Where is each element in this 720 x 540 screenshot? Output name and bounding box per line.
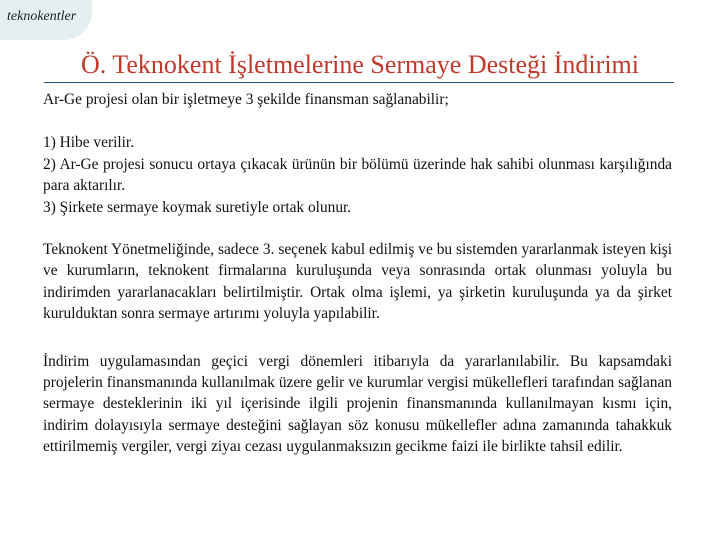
page-title: Ö. Teknokent İşletmelerine Sermaye Desteği İndirimi — [81, 50, 639, 79]
option-2: 2) Ar-Ge projesi sonucu ortaya çıkacak ürünün bir bölümü üzerinde hak sahibi olunması karşılığında para aktarılır. — [43, 155, 672, 195]
option-1: 1) Hibe verilir. — [43, 134, 135, 152]
option-3: 3) Şirkete sermaye koymak suretiyle ortak olunur. — [43, 198, 352, 216]
corner-tab — [0, 0, 92, 40]
spacer — [43, 110, 672, 132]
spacer — [43, 218, 672, 239]
corner-label: teknokentler — [7, 9, 77, 24]
spacer — [43, 325, 672, 351]
body-text — [43, 89, 672, 458]
paragraph-yonetmelik: Teknokent Yönetmeliğinde, sadece 3. seçenek kabul edilmiş ve bu sistemden yararlanmak isteyen kişi ve kurumların, teknokent firmalarına kuruluşunda veya sonrasında ortak olunması yoluyla bu indirimden yararlanacakları belirtilmiştir. Ortak olma işlemi, ya şirketin kuruluşunda ya da şirket kurulduktan sonra sermaye artırımı yoluyla yapılabilir. — [43, 241, 672, 323]
intro-text: Ar-Ge projesi olan bir işletmeye 3 şekilde finansman sağlanabilir; — [43, 91, 449, 108]
title-divider — [44, 82, 674, 83]
paragraph-indirim: İndirim uygulamasından geçici vergi dönemleri itibarıyla da yararlanılabilir. Bu kapsamdaki projelerin finansmanında kullanılmak üzere gelir ve kurumlar vergisi mükellefleri tarafından sağlanan sermaye desteklerinin iki yıl içerisinde ilgili projenin finansmanında kullanılmayan kısmı için, indirim dolayısıyla sermaye desteğini sağlayan söz konusu mükellefler adına zamanında tahakkuk ettirilmemiş vergiler, vergi ziyaı cezası uygulanmaksızın gecikme faizi ile birlikte tahsil edilir. — [43, 352, 672, 456]
